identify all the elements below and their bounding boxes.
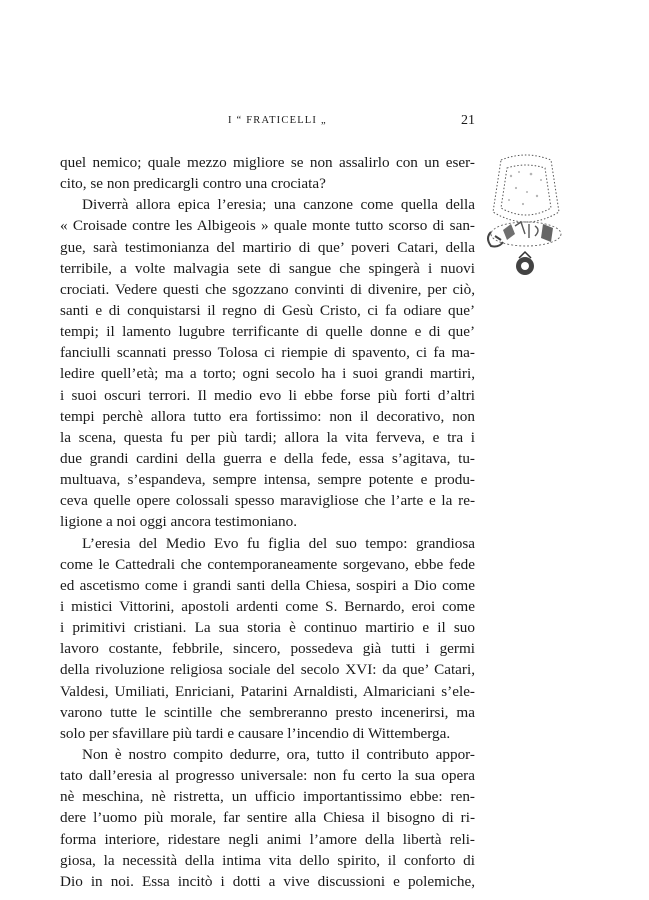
text-line: Valdesi, Umiliati, Enriciani, Patarini Arnaldisti, Almariciani s’ele- [60,682,475,700]
text-line: la scena, questa fu per più tardi; allora la vita ferveva, e tra i [60,428,475,446]
text-line: ligione a noi oggi ancora testimoniano. [60,513,298,531]
text-line: tempi; il lamento lugubre terrificante di quelle donne e di que’ [60,323,475,341]
text-line: dere l’uomo più morale, far sentire alla Chiesa il bisogno di ri- [60,809,475,827]
page-number: 21 [461,113,475,128]
text-line: fanciulli scannati presso Tolosa ci riempie di spavento, ci fa ma- [60,344,475,362]
text-line: Dio in noi. Essa incitò i dotti a vive discussioni e polemiche, [60,872,475,890]
text-line: i mistici Vittorini, apostoli ardenti come S. Bernardo, eroi come [60,597,475,615]
text-line: terribile, a volte malvagia sete di sangue che spingerà i nuovi [60,259,475,277]
text-line: due grandi cardini della guerra e della fede, essa s’agitava, tu- [60,449,475,467]
text-line: quel nemico; quale mezzo migliore se non assalirlo con un eser- [60,154,475,171]
running-title: I “ FRATICELLI „ [228,115,327,126]
text-line: giosa, la necessità della intima vita dello spirito, il conforto di [60,851,475,869]
text-line: tato dall’eresia al progresso universale: non fu certo la sua opera [60,767,475,785]
text-line: i primitivi cristiani. La sua storia è continuo martirio e il suo [60,619,475,637]
text-line: forma interiore, ridestare negli animi l’amore della libertà reli- [60,830,475,848]
paragraph-first-line: L’eresia del Medio Evo fu figlia del suo tempo: grandiosa [82,534,475,552]
text-line: della rivoluzione religiosa sociale del secolo XVI: da que’ Catari, [60,661,475,679]
text-line: ceva quelle opere colossali spesso maravigliose che l’arte e la re- [60,492,475,510]
body-text [60,152,475,892]
library-stamp-icon [481,152,571,284]
text-line: varono tutte le scintille che sembreranno presto incenerirsi, ma [60,703,475,721]
paragraph-first-line: Diverrà allora epica l’eresia; una canzone come quella della [82,196,475,214]
text-line: nè meschina, nè ristretta, un ufficio importantissimo ebbe: ren- [60,788,475,806]
text-line: solo per sfavillare più tardi e causare l’incendio di Wittemberga. [60,724,451,742]
text-line: « Croisade contre les Albigeois » quale monte tutto scorso di san- [60,217,475,235]
text-line: gue, sarà testimonianza del martirio di que’ poveri Catari, della [60,238,475,256]
text-line: come le Cattedrali che contemporaneamente sorgevano, ebbe fede [60,555,475,573]
paragraph-first-line: Non è nostro compito dedurre, ora, tutto il contributo appor- [82,745,475,763]
text-line: crociati. Vedere questi che sgozzano convinti di divenire, per ciò, [60,280,475,298]
text-line: tempi perchè allora tutto era fortissimo: non il decorativo, non [60,407,475,425]
text-line: santi e di conquistarsi il regno di Gesù Cristo, ci fa odiare que’ [60,301,475,319]
text-line: cito, se non predicargli contro una crociata? [60,175,326,193]
text-line: ed ascetismo come i grandi santi della Chiesa, sospiri a Dio come [60,576,475,594]
text-line: ledire quell’età; ma a torto; ogni secolo ha i suoi grandi martiri, [60,365,475,383]
text-line: lavoro costante, febbrile, sincero, possedeva già tutti i germi [60,640,475,658]
text-line: i suoi oscuri terrori. Il medio evo li ebbe forse più forti d’altri [60,386,475,404]
text-line: multuava, s’espandeva, sempre intensa, sempre potente e produ- [60,471,475,489]
running-head [60,113,475,133]
